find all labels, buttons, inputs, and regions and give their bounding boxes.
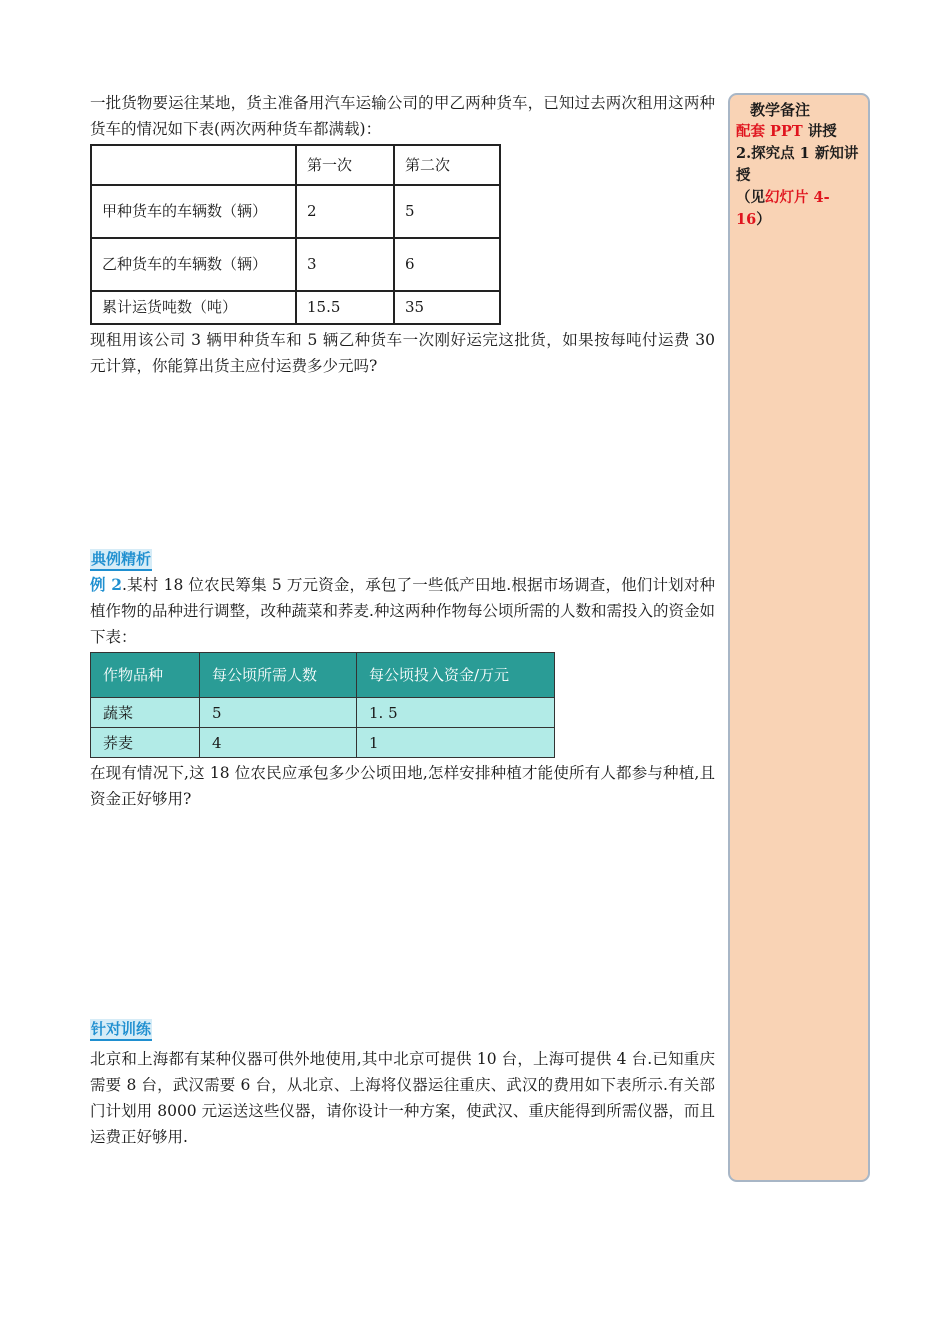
problem1-intro: 一批货物要运往某地，货主准备用汽车运输公司的甲乙两种货车，已知过去两次租用这两种货车的情况如下表(两次两种货车都满载)： [90, 94, 715, 138]
table-cell: 35 [394, 291, 500, 324]
table-cell: 3 [296, 238, 394, 291]
sidebar-line-ppt [736, 121, 864, 143]
table-header: 作物品种 [91, 653, 200, 698]
answer-space [90, 379, 715, 546]
table-cell: 6 [394, 238, 500, 291]
sidebar-paren-open: （见 [736, 189, 765, 206]
example-number: 例 2 [90, 575, 123, 594]
table-header: 每公顷所需人数 [200, 653, 357, 698]
table-cell: 15.5 [296, 291, 394, 324]
table-cell: 乙种货车的车辆数（辆） [91, 238, 296, 291]
problem1-question: 现租用该公司 3 辆甲种货车和 5 辆乙种货车一次刚好运完这批货，如果按每吨付运费 30 元计算，你能算出货主应付运费多少元吗? [90, 331, 715, 375]
table-header: 第一次 [296, 145, 394, 185]
table-cell: 5 [394, 185, 500, 238]
sidebar-paren-close: ） [756, 211, 771, 228]
freight-table [90, 144, 501, 325]
table-row [91, 653, 555, 698]
table-row [91, 698, 555, 728]
training-label: 针对训练 [90, 1019, 152, 1041]
training-section-heading [90, 1016, 715, 1042]
table-header: 每公顷投入资金/万元 [357, 653, 555, 698]
table-cell: 甲种货车的车辆数（辆） [91, 185, 296, 238]
table-cell: 4 [200, 728, 357, 758]
crop-table [90, 652, 555, 758]
table-row [91, 728, 555, 758]
sidebar-ppt-highlight: 配套 PPT [736, 123, 803, 140]
table-cell: 5 [200, 698, 357, 728]
training-text: 北京和上海都有某种仪器可供外地使用,其中北京可提供 10 台，上海可提供 4 台.已知重庆需要 8 台，武汉需要 6 台，从北京、上海将仪器运往重庆、武汉的费用如下表所示.有关部门计划用 8000 元运送这些仪器，请你设计一种方案，使武汉、重庆能得到所需仪器，而且运费正好够用. [90, 1050, 715, 1146]
example-label: 典例精析 [90, 549, 152, 571]
table-row [91, 145, 500, 185]
example-text [90, 572, 715, 650]
table-cell: 累计运货吨数（吨） [91, 291, 296, 324]
table-cell: 荞麦 [91, 728, 200, 758]
example-question: 在现有情况下,这 18 位农民应承包多少公顷田地,怎样安排种植才能使所有人都参与种植,且资金正好够用? [90, 764, 715, 808]
sidebar-ppt-rest: 讲授 [802, 123, 837, 140]
sidebar-line-section: 2.探究点 1 新知讲授 [736, 145, 859, 184]
sidebar-line-slides [736, 187, 864, 231]
teaching-notes-sidebar [728, 93, 870, 1182]
table-header: 第二次 [394, 145, 500, 185]
table-cell [91, 145, 296, 185]
main-content [90, 90, 715, 1150]
table-cell: 1. 5 [357, 698, 555, 728]
example-body: .某村 18 位农民筹集 5 万元资金，承包了一些低产田地.根据市场调查，他们计划对种植作物的品种进行调整，改种蔬菜和荞麦.种这两种作物每公顷所需的人数和需投入的资金如下表： [90, 576, 715, 646]
sidebar-title: 教学备注 [750, 101, 811, 119]
table-cell: 蔬菜 [91, 698, 200, 728]
table-row [91, 185, 500, 238]
example-section-heading [90, 546, 715, 572]
table-cell: 2 [296, 185, 394, 238]
table-row [91, 238, 500, 291]
table-row [91, 291, 500, 324]
table-cell: 1 [357, 728, 555, 758]
sidebar-slides-ref: 幻灯片 4-16 [736, 189, 830, 228]
answer-space [90, 812, 715, 1016]
